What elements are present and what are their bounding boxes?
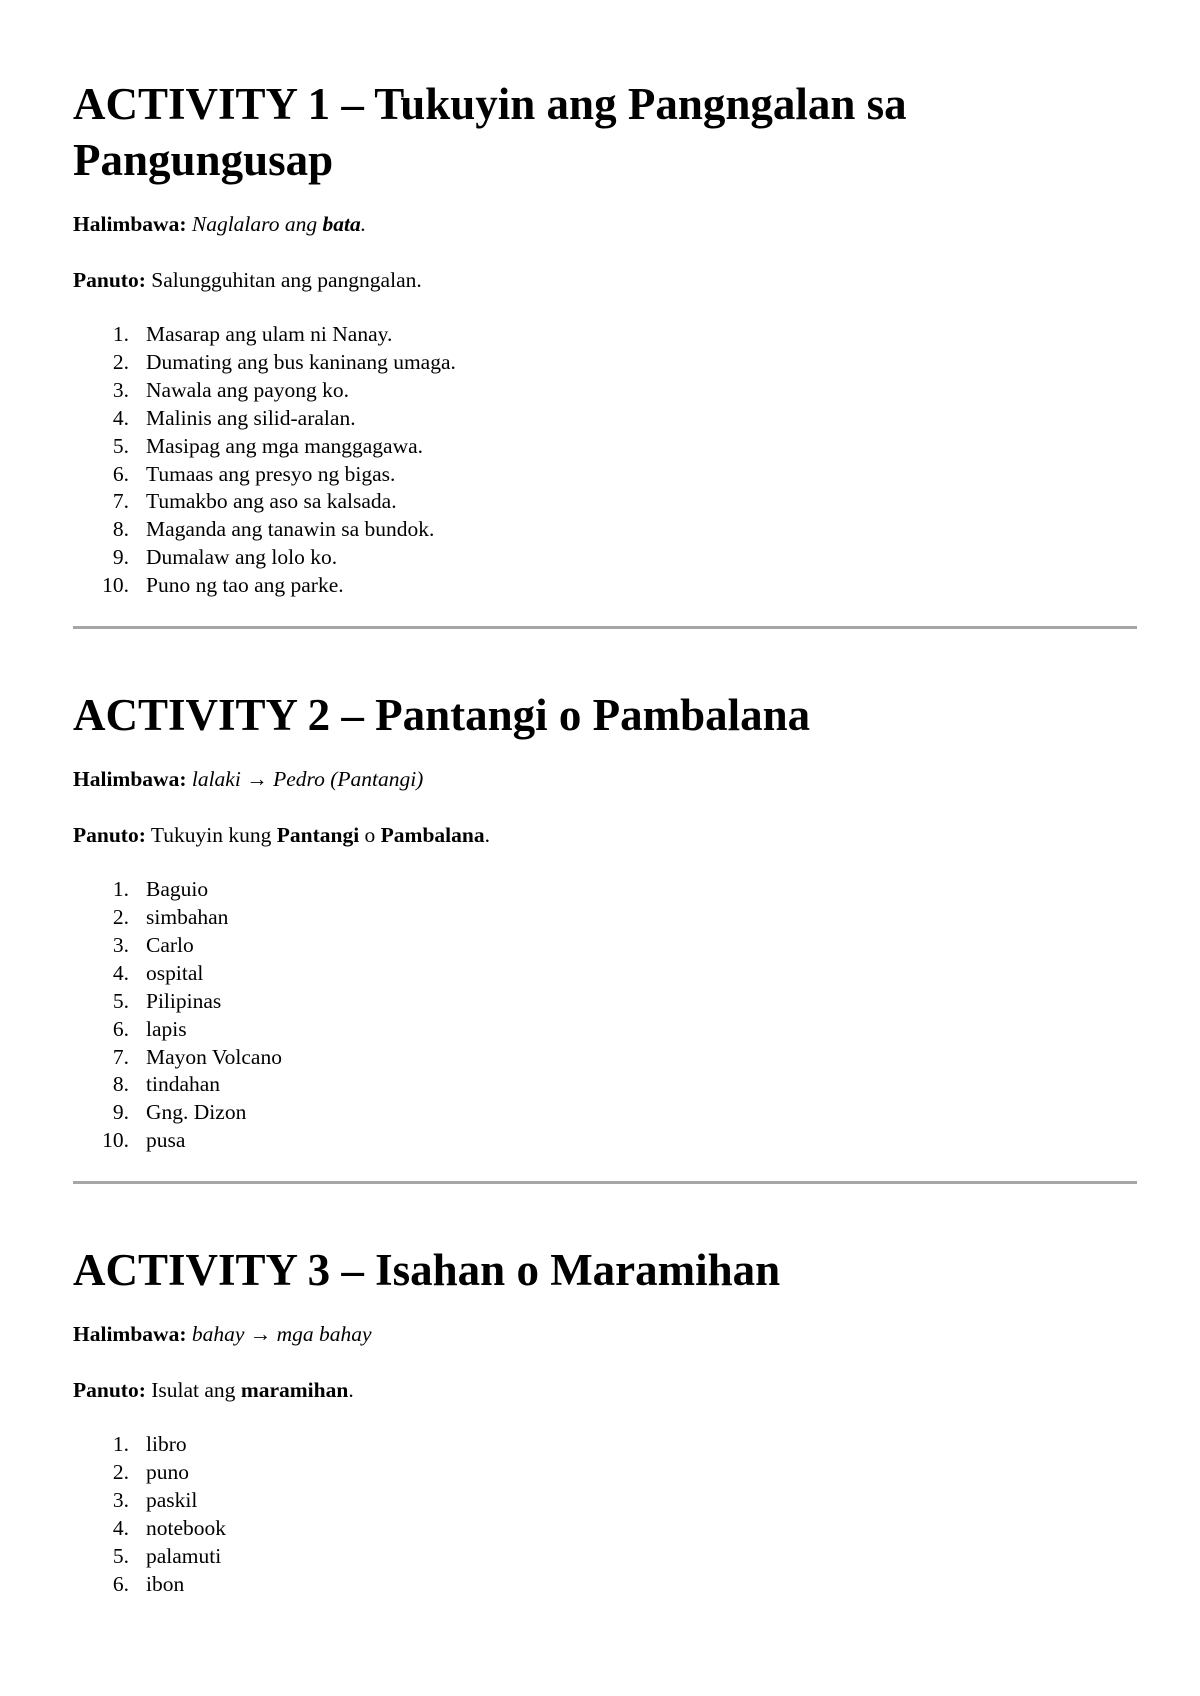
activity-1-section xyxy=(73,0,1137,600)
directions-end: . xyxy=(348,1378,354,1403)
directions-text: Tukuyin kung xyxy=(150,823,277,848)
list-item-text: Maganda ang tanawin sa bundok. xyxy=(146,517,435,542)
activity-2-title: ACTIVITY 2 – Pantangi o Pambalana xyxy=(73,690,811,741)
list-item-text: Baguio xyxy=(146,877,209,902)
list-item-number: 4. xyxy=(112,405,129,430)
activity-3-directions xyxy=(73,1376,1137,1404)
list-item-number: 7. xyxy=(112,1044,129,1069)
list-item xyxy=(73,488,1137,516)
list-item-number: 4. xyxy=(112,960,129,985)
list-item-number: 9. xyxy=(112,545,129,570)
example-end: . xyxy=(360,212,367,236)
list-item-number: 7. xyxy=(112,489,129,514)
activity-1-example xyxy=(73,210,1137,238)
directions-text: Isulat ang xyxy=(151,1378,241,1403)
example-text: bahay → mga bahay xyxy=(191,1322,372,1347)
list-item-number: 6. xyxy=(112,1016,129,1041)
list-item-number: 2. xyxy=(112,904,129,929)
list-item-text: Nawala ang payong ko. xyxy=(146,377,349,402)
directions-end: . xyxy=(484,823,490,848)
list-item xyxy=(73,1071,1137,1099)
list-item-number: 3. xyxy=(112,1487,129,1512)
list-item-text: paskil xyxy=(146,1487,198,1512)
list-item xyxy=(73,932,1137,960)
list-item-number: 6. xyxy=(112,1571,129,1596)
activity-1-directions xyxy=(73,266,1137,294)
example-bold-word: bata xyxy=(322,212,361,236)
activity-3-section xyxy=(73,1184,1137,1598)
list-item-number: 2. xyxy=(112,349,129,374)
list-item xyxy=(73,988,1137,1016)
list-item-text: Dumating ang bus kaninang umaga. xyxy=(146,349,456,374)
list-item xyxy=(73,960,1137,988)
activity-2-list xyxy=(73,876,1137,1155)
list-item-text: Tumakbo ang aso sa kalsada. xyxy=(146,489,397,514)
directions-bold-maramihan: maramihan xyxy=(240,1378,349,1403)
example-label: Halimbawa: xyxy=(73,767,187,792)
list-item-number: 8. xyxy=(112,1072,129,1097)
list-item-text: pusa xyxy=(146,1128,186,1153)
list-item xyxy=(73,544,1137,572)
list-item-number: 1. xyxy=(112,1432,129,1457)
list-item-text: lapis xyxy=(146,1016,187,1041)
list-item-number: 3. xyxy=(112,377,129,402)
activity-3-example xyxy=(73,1320,1137,1348)
list-item-text: palamuti xyxy=(146,1543,222,1568)
list-item-number: 3. xyxy=(112,932,129,957)
directions-text: Salungguhitan ang pangngalan. xyxy=(151,268,422,292)
list-item xyxy=(73,516,1137,544)
list-item xyxy=(73,405,1137,433)
list-item xyxy=(73,433,1137,461)
list-item xyxy=(73,1543,1137,1571)
list-item xyxy=(73,1487,1137,1515)
list-item-text: puno xyxy=(146,1460,189,1485)
list-item-text: Puno ng tao ang parke. xyxy=(146,573,344,598)
directions-label: Panuto: xyxy=(73,268,146,292)
list-item xyxy=(73,876,1137,904)
list-item-number: 5. xyxy=(112,433,129,458)
list-item xyxy=(73,1016,1137,1044)
list-item-text: Malinis ang silid-aralan. xyxy=(146,405,356,430)
list-item xyxy=(73,572,1137,600)
list-item-number: 6. xyxy=(112,461,129,486)
activity-2-example xyxy=(73,765,1137,793)
list-item-text: Masarap ang ulam ni Nanay. xyxy=(146,322,393,346)
list-item xyxy=(73,1044,1137,1072)
list-item-text: simbahan xyxy=(146,904,229,929)
list-item xyxy=(73,1127,1137,1155)
example-label: Halimbawa: xyxy=(73,212,187,236)
directions-mid: o xyxy=(359,823,381,848)
list-item-text: ibon xyxy=(146,1571,185,1596)
activity-2-section xyxy=(73,629,1137,1155)
list-item xyxy=(73,461,1137,489)
list-item-number: 2. xyxy=(112,1460,129,1485)
list-item-number: 4. xyxy=(112,1515,129,1540)
list-item-text: Masipag ang mga manggagawa. xyxy=(146,433,424,458)
activity-3-title: ACTIVITY 3 – Isahan o Maramihan xyxy=(73,1245,781,1296)
list-item xyxy=(73,321,1137,349)
list-item-text: ospital xyxy=(146,960,204,985)
list-item-number: 1. xyxy=(112,877,129,902)
list-item-number: 8. xyxy=(112,517,129,542)
list-item-number: 9. xyxy=(112,1100,129,1125)
example-text: Naglalaro ang xyxy=(191,212,323,236)
list-item-text: Tumaas ang presyo ng bigas. xyxy=(146,461,396,486)
directions-label: Panuto: xyxy=(73,1378,146,1403)
list-item-text: Carlo xyxy=(146,932,194,957)
list-item xyxy=(73,904,1137,932)
activity-3-list xyxy=(73,1431,1137,1598)
activity-1-title xyxy=(73,76,1137,188)
example-text: lalaki → Pedro (Pantangi) xyxy=(191,767,424,792)
list-item-text: Pilipinas xyxy=(146,988,222,1013)
list-item xyxy=(73,1515,1137,1543)
list-item xyxy=(73,1099,1137,1127)
activity-2-directions xyxy=(73,821,1137,849)
activity-1-list xyxy=(73,321,1137,600)
list-item-text: libro xyxy=(146,1432,187,1457)
directions-label: Panuto: xyxy=(73,823,146,848)
document-page xyxy=(73,0,1137,1599)
list-item-number: 10. xyxy=(102,1128,129,1153)
list-item-text: tindahan xyxy=(146,1072,221,1097)
list-item-text: Gng. Dizon xyxy=(146,1100,247,1125)
list-item-number: 5. xyxy=(112,988,129,1013)
list-item xyxy=(73,1459,1137,1487)
list-item-text: Dumalaw ang lolo ko. xyxy=(146,545,338,570)
list-item xyxy=(73,1431,1137,1459)
list-item-number: 5. xyxy=(112,1543,129,1568)
activity-1-title-line2: Pangungusap xyxy=(73,135,334,185)
activity-1-title-line1: ACTIVITY 1 – Tukuyin ang Pangngalan sa xyxy=(73,79,907,129)
directions-bold-pantangi: Pantangi xyxy=(276,823,360,848)
list-item-text: notebook xyxy=(146,1515,227,1540)
example-label: Halimbawa: xyxy=(73,1322,187,1347)
list-item xyxy=(73,1571,1137,1599)
list-item-number: 1. xyxy=(112,322,129,346)
list-item xyxy=(73,349,1137,377)
list-item-text: Mayon Volcano xyxy=(146,1044,282,1069)
list-item-number: 10. xyxy=(102,573,129,598)
list-item xyxy=(73,377,1137,405)
directions-bold-pambalana: Pambalana xyxy=(380,823,485,848)
